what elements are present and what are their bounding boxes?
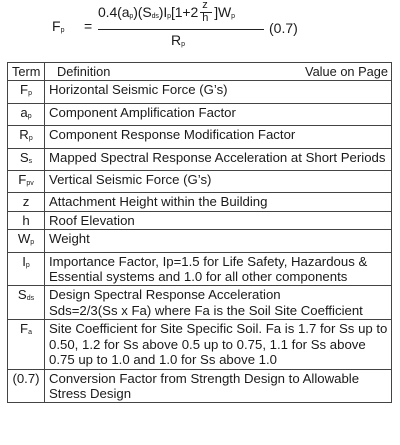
definition-cell	[45, 230, 392, 252]
table-row	[8, 320, 392, 369]
formula-equals: =	[84, 18, 93, 34]
term-definition-table	[7, 62, 392, 403]
table-header-row	[8, 63, 392, 81]
term-symbol: (0.7)	[12, 370, 40, 386]
header-definition-value	[45, 63, 392, 81]
term-subscript: p	[27, 112, 32, 120]
term-symbol: F	[20, 82, 29, 98]
term-cell	[8, 81, 45, 103]
table-row	[8, 103, 392, 125]
term-subscript: p	[30, 239, 35, 247]
definition-cell	[45, 103, 392, 125]
definition-text: Horizontal Seismic Force (G’s)	[49, 82, 228, 98]
term-subscript: ds	[26, 295, 35, 303]
term-symbol: W	[17, 231, 31, 247]
formula-denominator: Rp	[171, 32, 186, 48]
definition-cell	[45, 148, 392, 170]
table-row	[8, 81, 392, 103]
definition-cell	[45, 286, 392, 320]
term-cell	[8, 193, 45, 211]
definition-cell	[45, 171, 392, 193]
definition-text: Design Spectral Response Acceleration	[49, 287, 281, 303]
definition-cell	[45, 193, 392, 211]
table-row	[8, 286, 392, 320]
definition-cell	[45, 252, 392, 286]
term-symbol: S	[17, 287, 27, 303]
term-cell	[8, 103, 45, 125]
table-row	[8, 252, 392, 286]
definition-text: Component Amplification Factor	[49, 104, 236, 120]
table-row	[8, 211, 392, 229]
definition-text: Site Coefficient for Site Specific Soil. Fa is 1.7 for Ss up to 0.50, 1.2 for Ss above 0.5 up to 0.75, 1.1 for Ss above 0.75 up to 1.0 and 1.0 for Ss above 1.0	[49, 321, 388, 368]
definition-cell	[45, 81, 392, 103]
term-symbol: R	[19, 127, 29, 143]
term-subscript: a	[28, 329, 32, 337]
term-symbol: z	[22, 194, 30, 210]
term-symbol: F	[18, 172, 27, 188]
table-row	[8, 369, 392, 403]
definition-text: Attachment Height within the Building	[49, 194, 268, 210]
header-term: Term	[8, 63, 45, 81]
definition-text: Conversion Factor from Strength Design to Allowable Stress Design	[49, 370, 360, 401]
term-subscript: pv	[26, 180, 34, 188]
term-cell	[8, 126, 45, 148]
formula-factor: (0.7)	[269, 20, 298, 36]
definition-cell	[45, 320, 392, 369]
term-cell	[8, 252, 45, 286]
table-row	[8, 193, 392, 211]
term-symbol: F	[20, 321, 29, 337]
fraction-bar	[98, 29, 264, 30]
term-cell	[8, 286, 45, 320]
definition-text: Importance Factor, Ip=1.5 for Life Safety, Hazardous & Essential systems and 1.0 for all other components	[49, 253, 368, 285]
table-row	[8, 171, 392, 193]
term-cell	[8, 148, 45, 170]
term-symbol: S	[19, 149, 29, 165]
definition-cell	[45, 369, 392, 403]
table-row	[8, 148, 392, 170]
definition-text: Vertical Seismic Force (G’s)	[49, 172, 212, 188]
formula-numerator: 0.4(ap)(Sds)Ip[1+2 $\frac{z}{h}$ ]Wp	[98, 0, 235, 25]
term-cell	[8, 171, 45, 193]
term-subscript: p	[28, 135, 33, 143]
definition-text: Component Response Modification Factor	[49, 127, 296, 143]
term-symbol: I	[22, 253, 26, 269]
definition-text: Mapped Spectral Response Acceleration at Short Periods	[49, 149, 386, 165]
header-value-on-page: Value on Page	[304, 64, 388, 79]
term-subscript: p	[25, 261, 30, 269]
table-row	[8, 230, 392, 252]
header-definition: Definition	[57, 64, 111, 79]
definition-cell	[45, 126, 392, 148]
term-cell	[8, 369, 45, 403]
term-cell	[8, 320, 45, 369]
z-over-h-fraction: $\frac{z}{h}$	[199, 6, 213, 20]
term-subscript: p	[28, 90, 32, 98]
seismic-force-formula	[0, 0, 400, 58]
definition-cell	[45, 211, 392, 229]
term-subscript: s	[28, 157, 33, 165]
formula-lhs: Fp	[52, 18, 65, 34]
term-symbol: h	[22, 212, 30, 228]
definition-text: Roof Elevation	[49, 212, 135, 228]
term-cell	[8, 211, 45, 229]
table-row	[8, 126, 392, 148]
term-cell	[8, 230, 45, 252]
definition-text-2: Sds=2/3(Ss x Fa) where Fa is the Soil Site Coefficient	[49, 302, 363, 318]
definition-text: Weight	[49, 231, 90, 247]
term-symbol: a	[20, 104, 28, 120]
